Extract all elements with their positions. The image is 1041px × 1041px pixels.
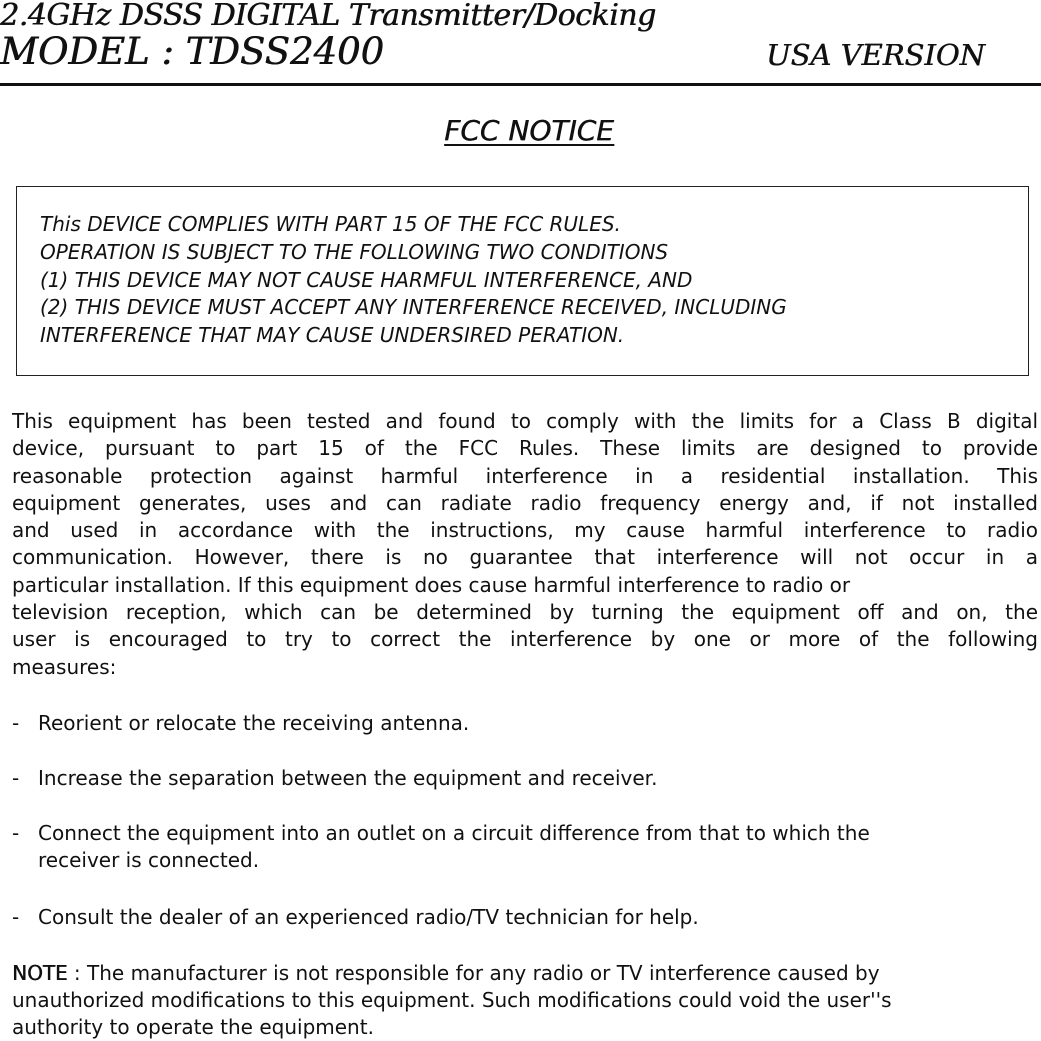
paragraph-line: and used in accordance with the instructions, my cause harmful interference to radio: [12, 518, 1038, 543]
paragraph-line: communication. However, there is no guarantee that interference will not occur in a: [12, 545, 1038, 570]
measure-item: [12, 711, 469, 735]
paragraph-line: measures:: [12, 654, 117, 679]
paragraph-line: particular installation. If this equipment does cause harmful interference to radio or: [12, 572, 851, 597]
paragraph-line: reasonable protection against harmful interference in a residential installation. This: [12, 463, 1038, 488]
paragraph-line: device, pursuant to part 15 of the FCC Rules. These limits are designed to provide: [12, 436, 1038, 461]
rules-line: (2) THIS DEVICE MUST ACCEPT ANY INTERFERENCE RECEIVED, INCLUDING: [40, 295, 787, 319]
rules-line: OPERATION IS SUBJECT TO THE FOLLOWING TWO CONDITIONS: [40, 240, 669, 264]
note-text: unauthorized modifications to this equipment. Such modifications could void the user''s: [12, 988, 892, 1012]
measure-text: Connect the equipment into an outlet on a circuit difference from that to which the: [38, 821, 870, 845]
measure-item: [12, 905, 699, 929]
paragraph-line: This equipment has been tested and found to comply with the limits for a Class B digital: [12, 409, 1038, 433]
note-text: authority to operate the equipment.: [12, 1015, 374, 1039]
bullet-dash: -: [12, 766, 20, 790]
measure-text-continued: receiver is connected.: [38, 848, 260, 872]
fcc-rules-box: [16, 186, 1029, 376]
rules-line: INTERFERENCE THAT MAY CAUSE UNDERSIRED PERATION.: [40, 323, 625, 347]
measure-text: Increase the separation between the equipment and receiver.: [38, 766, 658, 790]
note-keyword: NOTE: [12, 961, 68, 985]
manufacturer-note: [12, 960, 1041, 1041]
header-divider: [0, 83, 1041, 86]
bullet-dash: -: [12, 905, 20, 929]
paragraph-line: television reception, which can be determined by turning the equipment off and on, the: [12, 600, 1038, 625]
bullet-dash: -: [12, 821, 20, 845]
product-description: 2.4GHz DSSS DIGITAL Transmitter/Docking: [0, 0, 656, 33]
notice-title: FCC NOTICE: [444, 114, 614, 147]
rules-line: This DEVICE COMPLIES WITH PART 15 OF THE FCC RULES.: [40, 212, 621, 236]
region-version: USA VERSION: [766, 38, 985, 72]
model-number: MODEL : TDSS2400: [0, 30, 385, 73]
rules-line: (1) THIS DEVICE MAY NOT CAUSE HARMFUL INTERFERENCE, AND: [40, 268, 693, 292]
compliance-paragraph: [12, 408, 1038, 681]
note-text: : The manufacturer is not responsible for any radio or TV interference caused by: [67, 961, 880, 985]
measure-item: [12, 821, 870, 872]
paragraph-line: user is encouraged to try to correct the interference by one or more of the following: [12, 627, 1038, 652]
measure-text: Reorient or relocate the receiving antenna.: [38, 711, 470, 735]
paragraph-line: equipment generates, uses and can radiate radio frequency energy and, if not installed: [12, 490, 1038, 515]
bullet-dash: -: [12, 711, 20, 735]
measure-item: [12, 766, 657, 790]
measure-text: Consult the dealer of an experienced radio/TV technician for help.: [38, 905, 699, 929]
